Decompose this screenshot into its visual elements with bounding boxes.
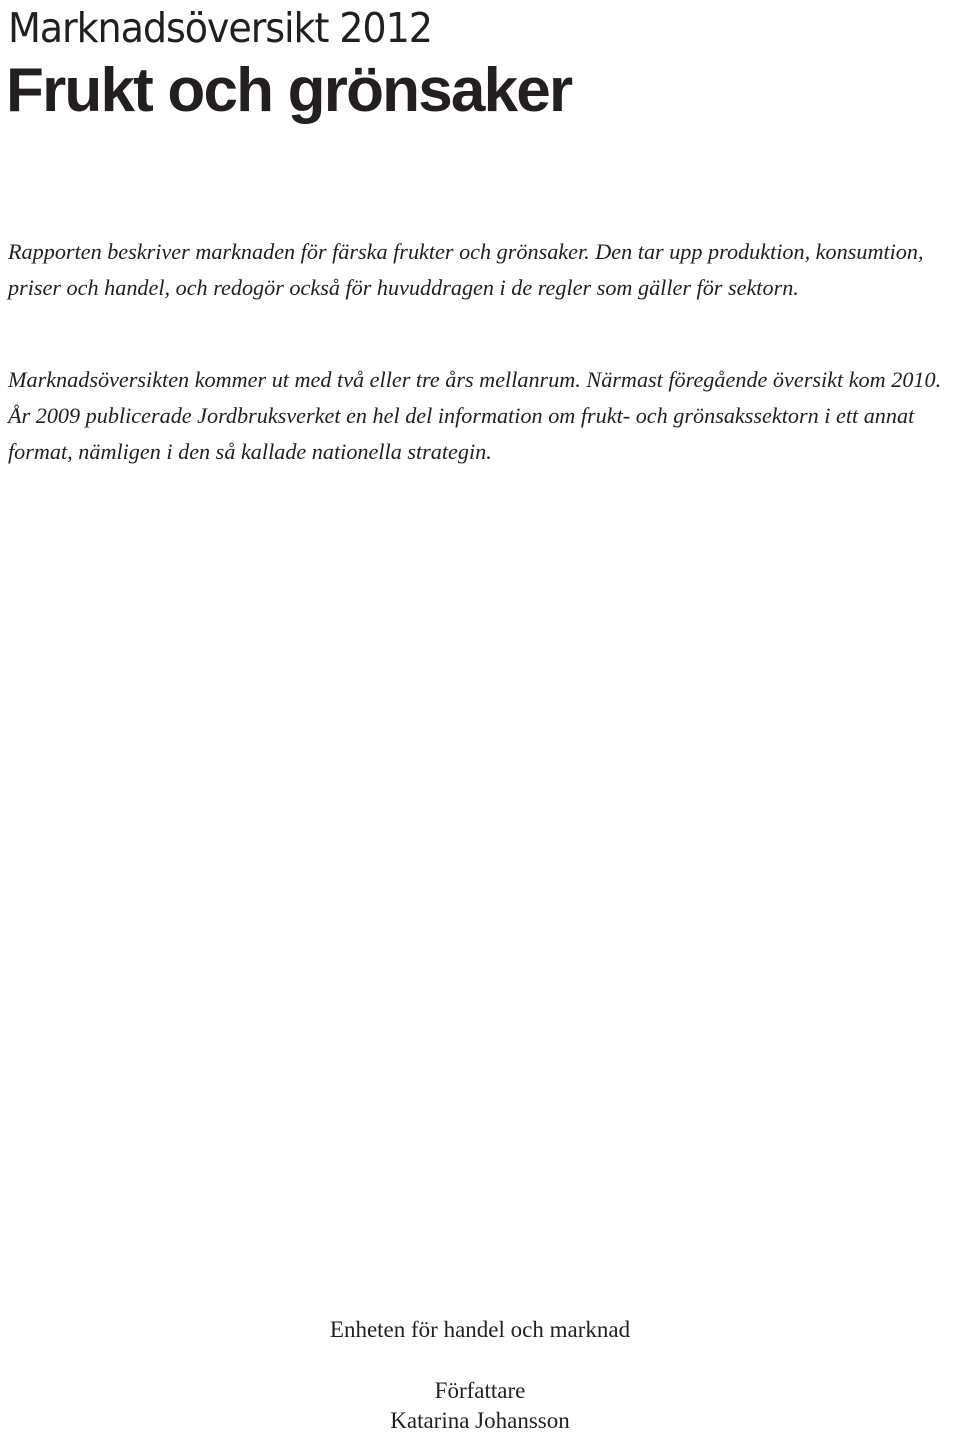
publication-paragraph: Marknadsöversikten kommer ut med två eller tre års mellanrum. Närmast föregående översikt kom 2010. År 2009 publicerade Jordbruksverket en hel del information om frukt- och grönsakssektorn i ett annat format, nämligen i den så kallade nationella strategin. (8, 367, 942, 464)
department-name: Enheten för handel och marknad (329, 1317, 631, 1342)
author-name: Katarina Johansson (390, 1408, 570, 1433)
document-subtitle: Marknadsöversikt 2012 (8, 4, 432, 52)
author-label: Författare (434, 1378, 526, 1403)
intro-paragraph: Rapporten beskriver marknaden för färska frukter och grönsaker. Den tar upp produktion, konsumtion, priser och handel, och redogör också för huvuddragen i de regler som gäller för sektorn. (8, 239, 924, 300)
document-title: Frukt och grönsaker (6, 56, 572, 125)
